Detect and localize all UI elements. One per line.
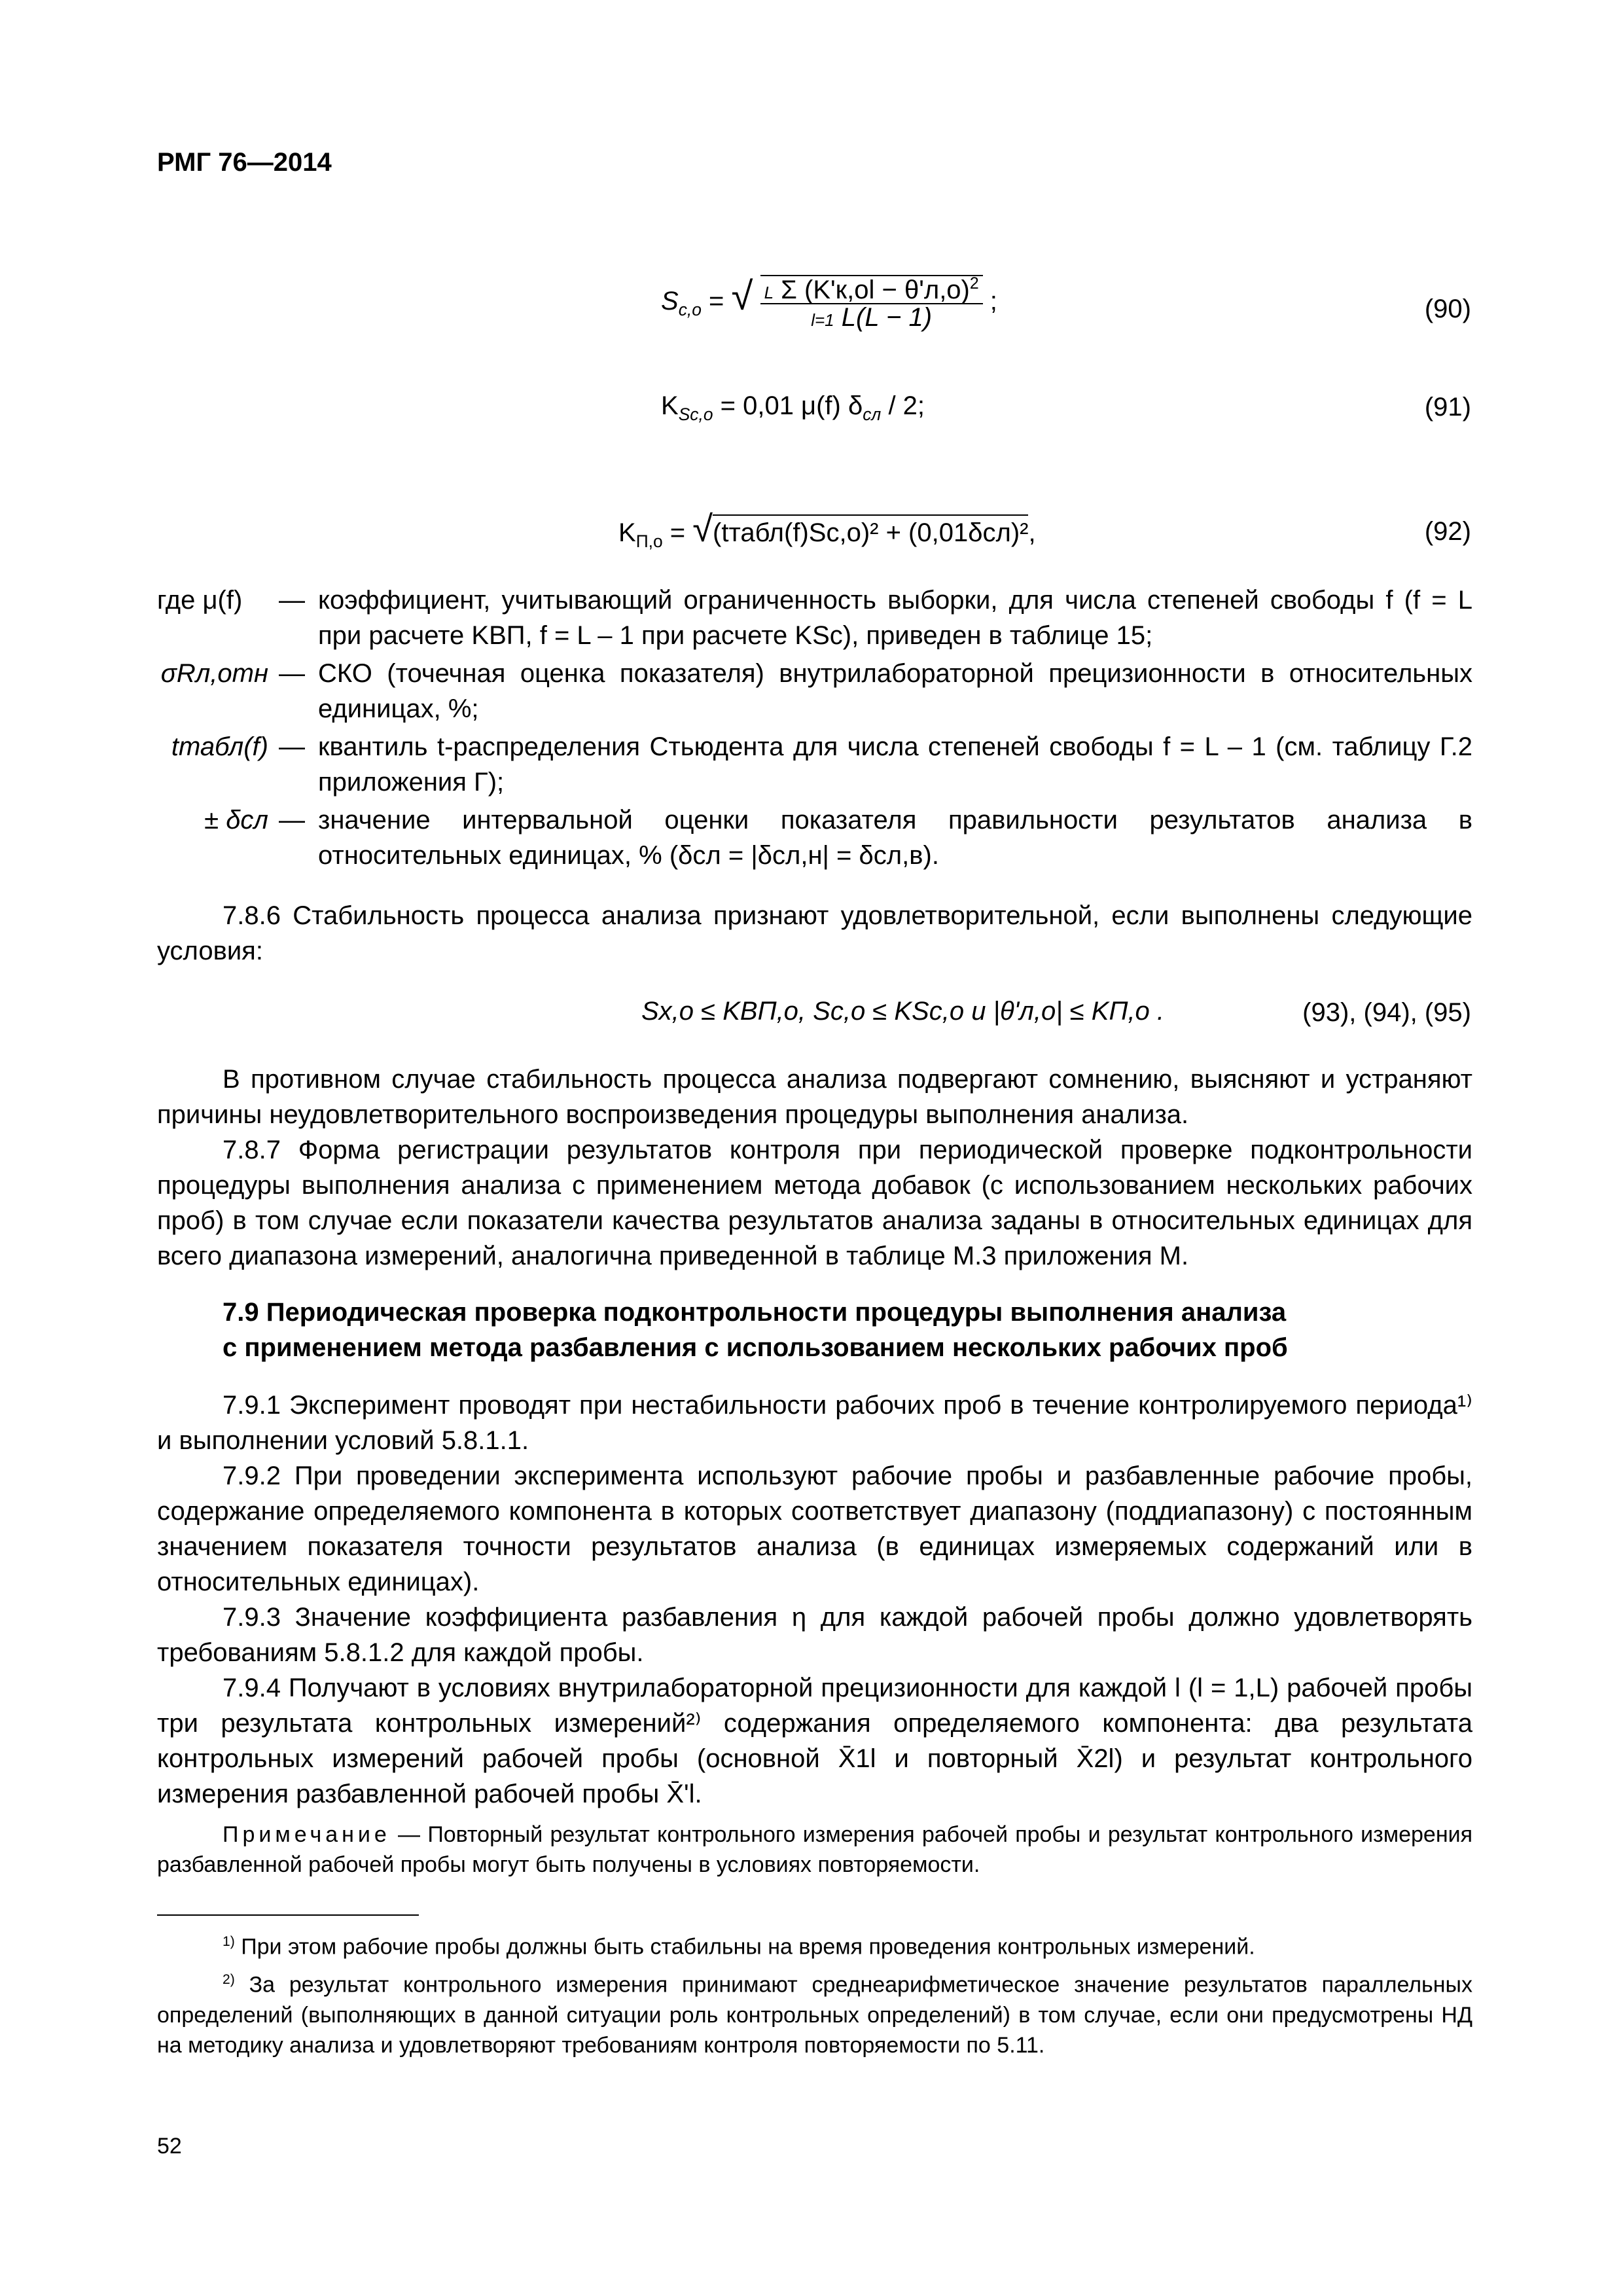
glossary-item-delta: ± δсл — значение интервальной оценки показателя правильности результатов анализа в относительных единицах, % (δсл = |δсл,н| = δсл,в).: [204, 806, 1472, 870]
formula-number-91: (91): [1424, 393, 1471, 422]
paragraph-7-9-1: 7.9.1 Эксперимент проводят при нестабильности рабочих проб в течение контролируемого периода¹⁾ и выполнении условий 5.8.1.1.: [157, 1391, 1472, 1455]
formula-number-93-95: (93), (94), (95): [1302, 998, 1471, 1027]
formula-number-90: (90): [1424, 295, 1471, 323]
glossary-item-t-tabl: tтабл(f) — квантиль t-распределения Стьюдента для числа степеней свободы f = L – 1 (см. таблицу Г.2 приложения Г);: [171, 732, 1472, 797]
formula-91: $K_{Sс,о} = 0,01$ μ(f) $\delta_{сл} / 2$;: [661, 391, 925, 425]
formula-number-92: (92): [1424, 517, 1471, 546]
note-label: Примечание: [223, 1822, 391, 1847]
paragraph-7-8-7: 7.8.7 Форма регистрации результатов контроля при периодической проверке подконтрольности процедуры выполнения анализа с применением метода добавок (с использованием нескольких рабочих проб) в том случае если показатели качества результатов анализа заданы в относительных единицах для всего диапазона измерений, аналогична приведенной в таблице М.3 приложения М.: [157, 1136, 1472, 1270]
paragraph-else: В противном случае стабильность процесса анализа подвергают сомнению, выясняют и устраняют причины неудовлетворительного воспроизведения процедуры выполнения анализа.: [157, 1065, 1472, 1129]
paragraph-7-9-4: 7.9.4 Получают в условиях внутрилабораторной прецизионности для каждой l (l = 1,L) рабочей пробы три результата контрольных измерений²⁾ содержания определяемого компонента: два результата контрольных измерений рабочей пробы (основной X̄1l и повторный X̄2l) и результат контрольного измерения разбавленной рабочей пробы X̄'l.: [157, 1674, 1472, 1808]
formula-90: $S_{с,о}$ = √ $\frac{L \Sigma (K'к,оl - \theta'л,о)^2}{l=1 L(L - 1)}$ ;: [661, 274, 997, 332]
footnote-1: $^{1)}$ При этом рабочие пробы должны быть стабильны на время проведения контрольных измерений.: [223, 1934, 1255, 1960]
paragraph-7-9-3: 7.9.3 Значение коэффициента разбавления η для каждой рабочей пробы должно удовлетворять требованиям 5.8.1.2 для каждой пробы.: [157, 1603, 1472, 1667]
section-heading-7-9-line1: 7.9 Периодическая проверка подконтрольности процедуры выполнения анализа: [223, 1298, 1287, 1327]
note-text: — Повторный результат контрольного измерения рабочей пробы и результат контрольного измерения разбавленной рабочей пробы могут быть получены в условиях повторяемости.: [157, 1822, 1472, 1877]
formula-93-95: Sх,о ≤ KВП,о, Sс,о ≤ KSс,о и |θ'л,о| ≤ KП,о .: [641, 997, 1165, 1026]
paragraph-7-8-6: 7.8.6 Стабильность процесса анализа признают удовлетворительной, если выполнены следующие условия:: [157, 901, 1472, 965]
page-number: 52: [157, 2134, 182, 2159]
footnote-separator: [157, 1914, 419, 1916]
footnote-2: $^{2)}$ За результат контрольного измерения принимают среднеарифметическое значение результатов параллельных определений (выполняющих в данной ситуации роль контрольных определений) в том случае, если они предусмотрены НД на методику анализа и удовлетворяют требованиям контроля повторяемости по 5.11.: [157, 1972, 1472, 2058]
paragraph-7-9-2: 7.9.2 При проведении эксперимента используют рабочие пробы и разбавленные рабочие пробы, содержание определяемого компонента в которых соответствует диапазону (поддиапазону) с постоянным значением показателя точности результатов анализа (в единицах измеряемых содержаний или в относительных единицах).: [157, 1462, 1472, 1596]
formula-92: $K_{П,о}$ = √(tтабл(f)Sс,о)² + (0,01δсл)²,: [618, 508, 1036, 552]
note: [157, 1820, 1472, 1880]
section-heading-7-9-line2: с применением метода разбавления с использованием нескольких рабочих проб: [223, 1333, 1288, 1362]
document-header: РМГ 76—2014: [157, 148, 332, 177]
glossary-item-mu: где μ(f) — коэффициент, учитывающий ограниченность выборки, для числа степеней свободы f (f = L при расчете KВП, f = L – 1 при расчете KSс), приведен в таблице 15;: [157, 586, 1472, 650]
glossary-item-sigma: σRл,отн — СКО (точечная оценка показателя) внутрилабораторной прецизионности в относительных единицах, %;: [160, 659, 1472, 723]
